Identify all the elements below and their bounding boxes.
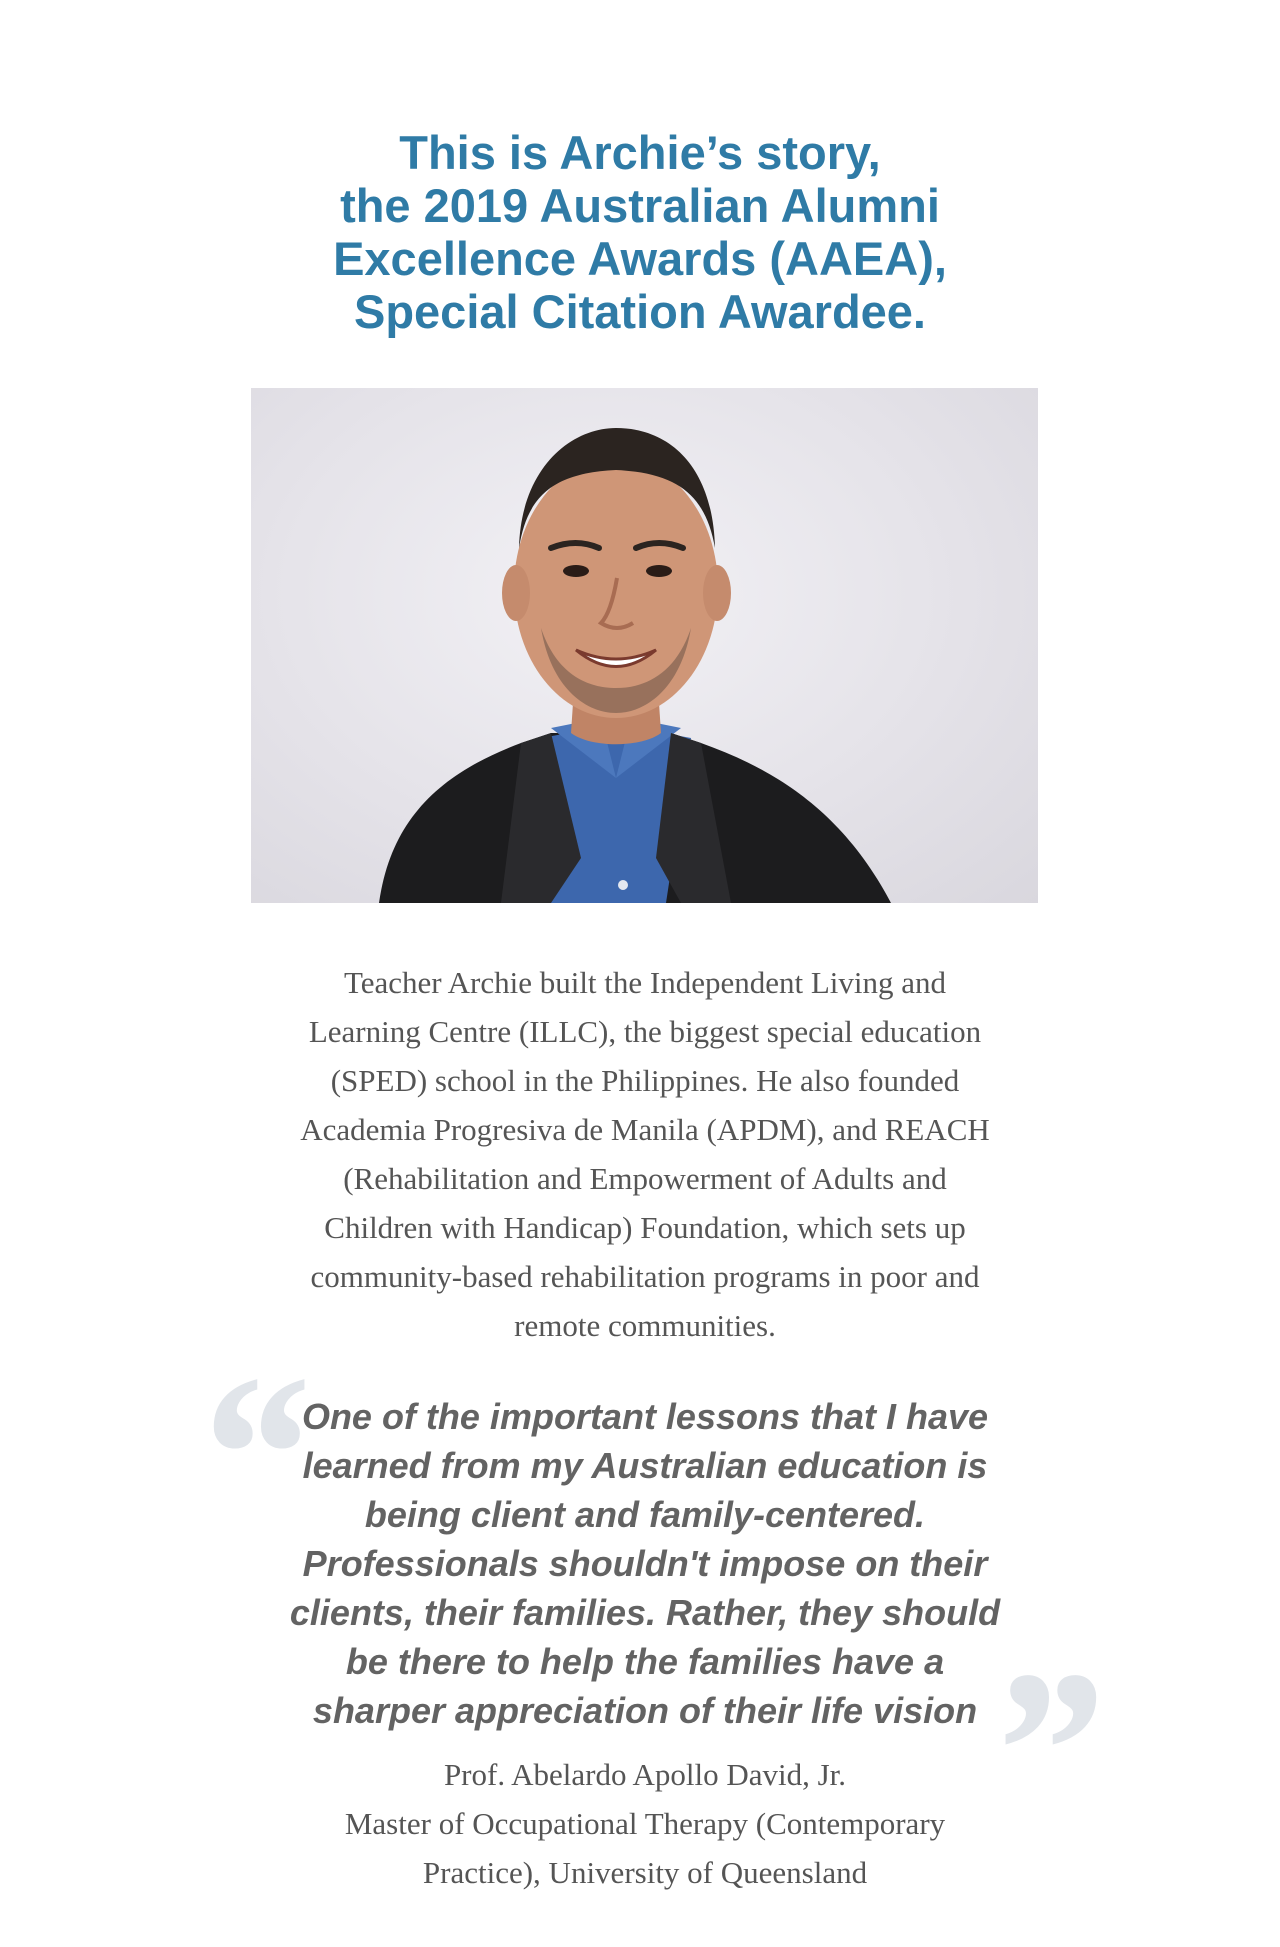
quote-line: learned from my Australian education is: [302, 1445, 988, 1486]
bio-line: remote communities.: [514, 1308, 776, 1343]
quote-line: sharper appreciation of their life vision: [312, 1690, 978, 1731]
bio-line: (Rehabilitation and Empowerment of Adults and: [343, 1161, 947, 1196]
close-quote-icon: ”: [985, 1623, 1100, 1878]
headline-line: Excellence Awards (AAEA),: [333, 232, 947, 285]
headline: [190, 126, 1090, 338]
headline-line: This is Archie’s story,: [399, 126, 881, 179]
bio-line: (SPED) school in the Philippines. He also founded: [330, 1063, 960, 1098]
attribution-degree: Master of Occupational Therapy (Contemporary: [344, 1806, 946, 1841]
bio-line: Teacher Archie built the Independent Living and: [343, 965, 947, 1000]
bio-paragraph: [235, 958, 1055, 1350]
portrait-photo: [251, 388, 1038, 903]
headline-line: Special Citation Awardee.: [353, 285, 926, 338]
quote-line: being client and family-centered.: [364, 1494, 926, 1535]
bio-line: community-based rehabilitation programs in poor and: [310, 1259, 980, 1294]
quote-line: clients, their families. Rather, they should: [289, 1592, 1001, 1633]
quote-attribution: [235, 1750, 1055, 1897]
open-quote-icon: “: [192, 1327, 307, 1582]
bio-line: Learning Centre (ILLC), the biggest special education: [308, 1014, 982, 1049]
attribution-university: Practice), University of Queensland: [422, 1855, 868, 1890]
quote-line: One of the important lessons that I have: [301, 1396, 989, 1437]
headline-line: the 2019 Australian Alumni: [340, 179, 940, 232]
attribution-name: Prof. Abelardo Apollo David, Jr.: [443, 1757, 847, 1792]
quote-line: be there to help the families have a: [345, 1641, 945, 1682]
bio-line: Children with Handicap) Foundation, which sets up: [324, 1210, 966, 1245]
quote-line: Professionals shouldn't impose on their: [302, 1543, 988, 1584]
pull-quote: [225, 1392, 1065, 1735]
bio-line: Academia Progresiva de Manila (APDM), and REACH: [300, 1112, 990, 1147]
